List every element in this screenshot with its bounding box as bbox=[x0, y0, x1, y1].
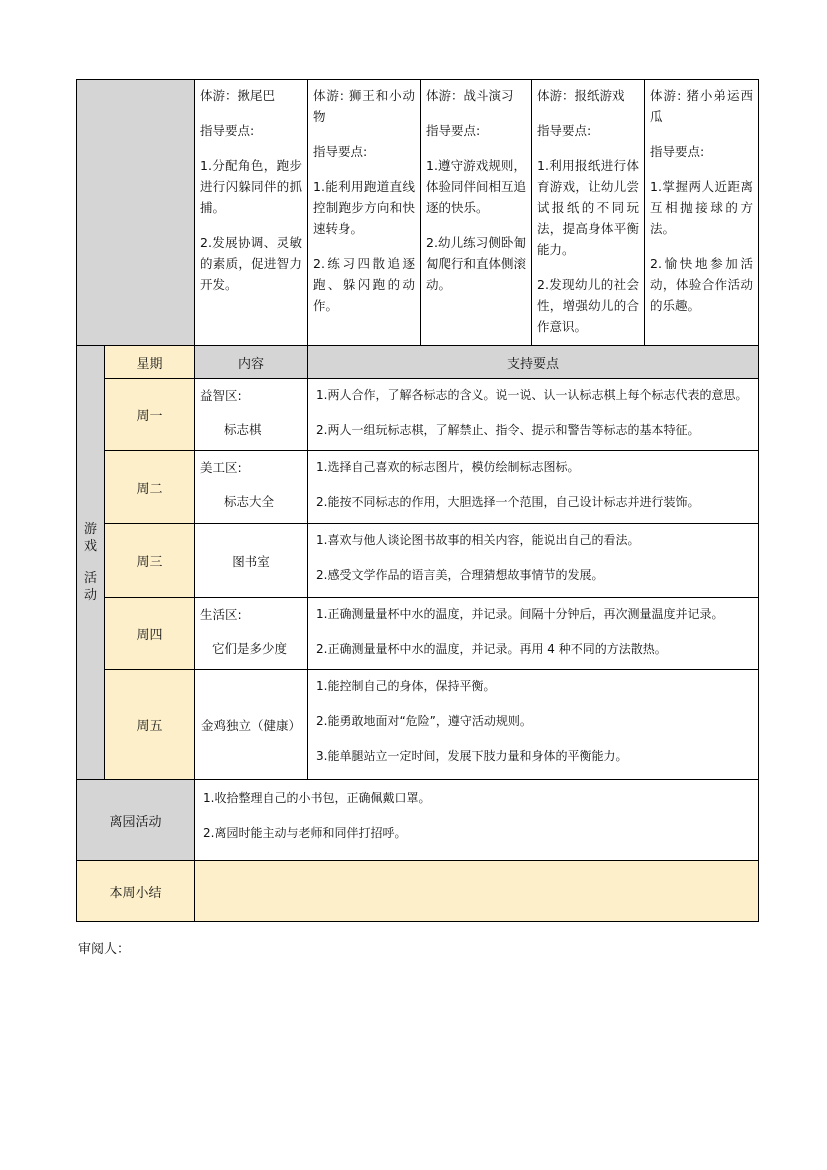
vertical-label-char: 戏 bbox=[83, 539, 97, 554]
content-item: 它们是多少度 bbox=[212, 641, 288, 656]
support-cell bbox=[308, 451, 759, 524]
weekly-plan-table bbox=[76, 79, 759, 922]
empty-corner-cell bbox=[77, 80, 195, 346]
support-cell bbox=[308, 524, 759, 598]
header-week: 星期 bbox=[105, 346, 195, 379]
guide-label: 指导要点: bbox=[313, 144, 368, 159]
header-support: 支持要点 bbox=[308, 346, 759, 379]
guide-point: 2.发展协调、灵敏的素质，促进智力开发。 bbox=[200, 235, 302, 292]
content-cell: 图书室 bbox=[195, 524, 308, 598]
leave-activity-row bbox=[77, 780, 759, 861]
guide-label: 指导要点: bbox=[537, 123, 592, 138]
leave-point: 1.收拾整理自己的小书包，正确佩戴口罩。 bbox=[203, 791, 431, 805]
game-title: 体游：战斗演习 bbox=[426, 88, 514, 103]
weekly-summary-row bbox=[77, 861, 759, 922]
support-point: 2.两人一组玩标志棋，了解禁止、指令、提示和警告等标志的基本特征。 bbox=[316, 423, 700, 437]
vertical-label-char: 活 bbox=[83, 571, 97, 586]
schedule-row-monday bbox=[77, 379, 759, 451]
day-label: 周一 bbox=[105, 379, 195, 451]
guide-point: 2.愉快地参加活动，体验合作活动的乐趣。 bbox=[650, 256, 753, 313]
schedule-row-friday bbox=[77, 670, 759, 780]
vertical-label-char: 游 bbox=[83, 522, 97, 537]
content-cell bbox=[195, 598, 308, 670]
guide-point: 1.分配角色，跑步进行闪躲同伴的抓捕。 bbox=[200, 158, 302, 215]
game-title: 体游：报纸游戏 bbox=[537, 88, 625, 103]
game-cell-3 bbox=[421, 80, 532, 346]
weekly-summary-content bbox=[195, 861, 759, 922]
side-label-games-activities bbox=[77, 346, 105, 780]
schedule-header-row bbox=[77, 346, 759, 379]
support-point: 2.正确测量量杯中水的温度，并记录。再用 4 种不同的方法散热。 bbox=[316, 642, 667, 656]
support-point: 1.选择自己喜欢的标志图片，模仿绘制标志图标。 bbox=[316, 460, 580, 474]
guide-point: 1.掌握两人近距离互相抛接球的方法。 bbox=[650, 179, 753, 236]
day-label: 周五 bbox=[105, 670, 195, 780]
support-point: 2.能勇敢地面对“危险”，遵守活动规则。 bbox=[316, 714, 532, 728]
header-content: 内容 bbox=[195, 346, 308, 379]
day-label: 周三 bbox=[105, 524, 195, 598]
content-cell bbox=[195, 379, 308, 451]
game-title: 体游: 狮王和小动物 bbox=[313, 88, 415, 124]
game-title: 体游: 猪小弟运西瓜 bbox=[650, 88, 753, 124]
reviewer-label: 审阅人： bbox=[78, 942, 131, 957]
game-cell-4 bbox=[532, 80, 645, 346]
support-cell bbox=[308, 670, 759, 780]
support-point: 1.喜欢与他人谈论图书故事的相关内容，能说出自己的看法。 bbox=[316, 533, 640, 547]
content-cell bbox=[195, 451, 308, 524]
content-area: 生活区: bbox=[200, 607, 242, 622]
schedule-row-thursday bbox=[77, 598, 759, 670]
support-point: 3.能单腿站立一定时间，发展下肢力量和身体的平衡能力。 bbox=[316, 749, 628, 763]
vertical-label bbox=[77, 521, 104, 604]
guide-label: 指导要点: bbox=[200, 123, 255, 138]
support-cell bbox=[308, 598, 759, 670]
vertical-label-char: 动 bbox=[83, 588, 97, 603]
guide-label: 指导要点: bbox=[426, 123, 481, 138]
guide-point: 2.幼儿练习侧卧匍匐爬行和直体侧滚动。 bbox=[426, 235, 527, 292]
content-item: 标志棋 bbox=[224, 422, 262, 437]
schedule-row-wednesday bbox=[77, 524, 759, 598]
support-point: 2.感受文学作品的语言美，合理猜想故事情节的发展。 bbox=[316, 568, 604, 582]
leave-activity-content bbox=[195, 780, 759, 861]
leave-point: 2.离园时能主动与老师和同伴打招呼。 bbox=[203, 826, 407, 840]
guide-point: 1.能利用跑道直线控制跑步方向和快速转身。 bbox=[313, 179, 415, 236]
day-label: 周四 bbox=[105, 598, 195, 670]
support-cell bbox=[308, 379, 759, 451]
guide-point: 1.遵守游戏规则，体验同伴间相互追逐的快乐。 bbox=[426, 158, 527, 215]
game-cell-2 bbox=[308, 80, 421, 346]
guide-point: 2.练习四散追逐跑、躲闪跑的动作。 bbox=[313, 256, 415, 313]
support-point: 1.正确测量量杯中水的温度，并记录。间隔十分钟后，再次测量温度并记录。 bbox=[316, 607, 724, 621]
support-point: 2.能按不同标志的作用，大胆选择一个范围，自己设计标志并进行装饰。 bbox=[316, 495, 700, 509]
game-title: 体游：揪尾巴 bbox=[200, 88, 276, 103]
weekly-summary-label: 本周小结 bbox=[77, 861, 195, 922]
content-area: 益智区: bbox=[200, 388, 242, 403]
support-point: 1.能控制自己的身体，保持平衡。 bbox=[316, 679, 496, 693]
schedule-row-tuesday bbox=[77, 451, 759, 524]
guide-label: 指导要点: bbox=[650, 144, 705, 159]
guide-point: 2.发现幼儿的社会性，增强幼儿的合作意识。 bbox=[537, 277, 639, 334]
physical-games-row bbox=[77, 80, 759, 346]
content-area: 美工区: bbox=[200, 460, 242, 475]
day-label: 周二 bbox=[105, 451, 195, 524]
support-point: 1.两人合作，了解各标志的含义。说一说、认一认标志棋上每个标志代表的意思。 bbox=[316, 388, 748, 402]
game-cell-1 bbox=[195, 80, 308, 346]
content-item: 标志大全 bbox=[224, 494, 275, 509]
content-cell: 金鸡独立（健康） bbox=[195, 670, 308, 780]
leave-activity-label: 离园活动 bbox=[77, 780, 195, 861]
guide-point: 1.利用报纸进行体育游戏，让幼儿尝试报纸的不同玩法，提高身体平衡能力。 bbox=[537, 158, 639, 257]
game-cell-5 bbox=[645, 80, 759, 346]
